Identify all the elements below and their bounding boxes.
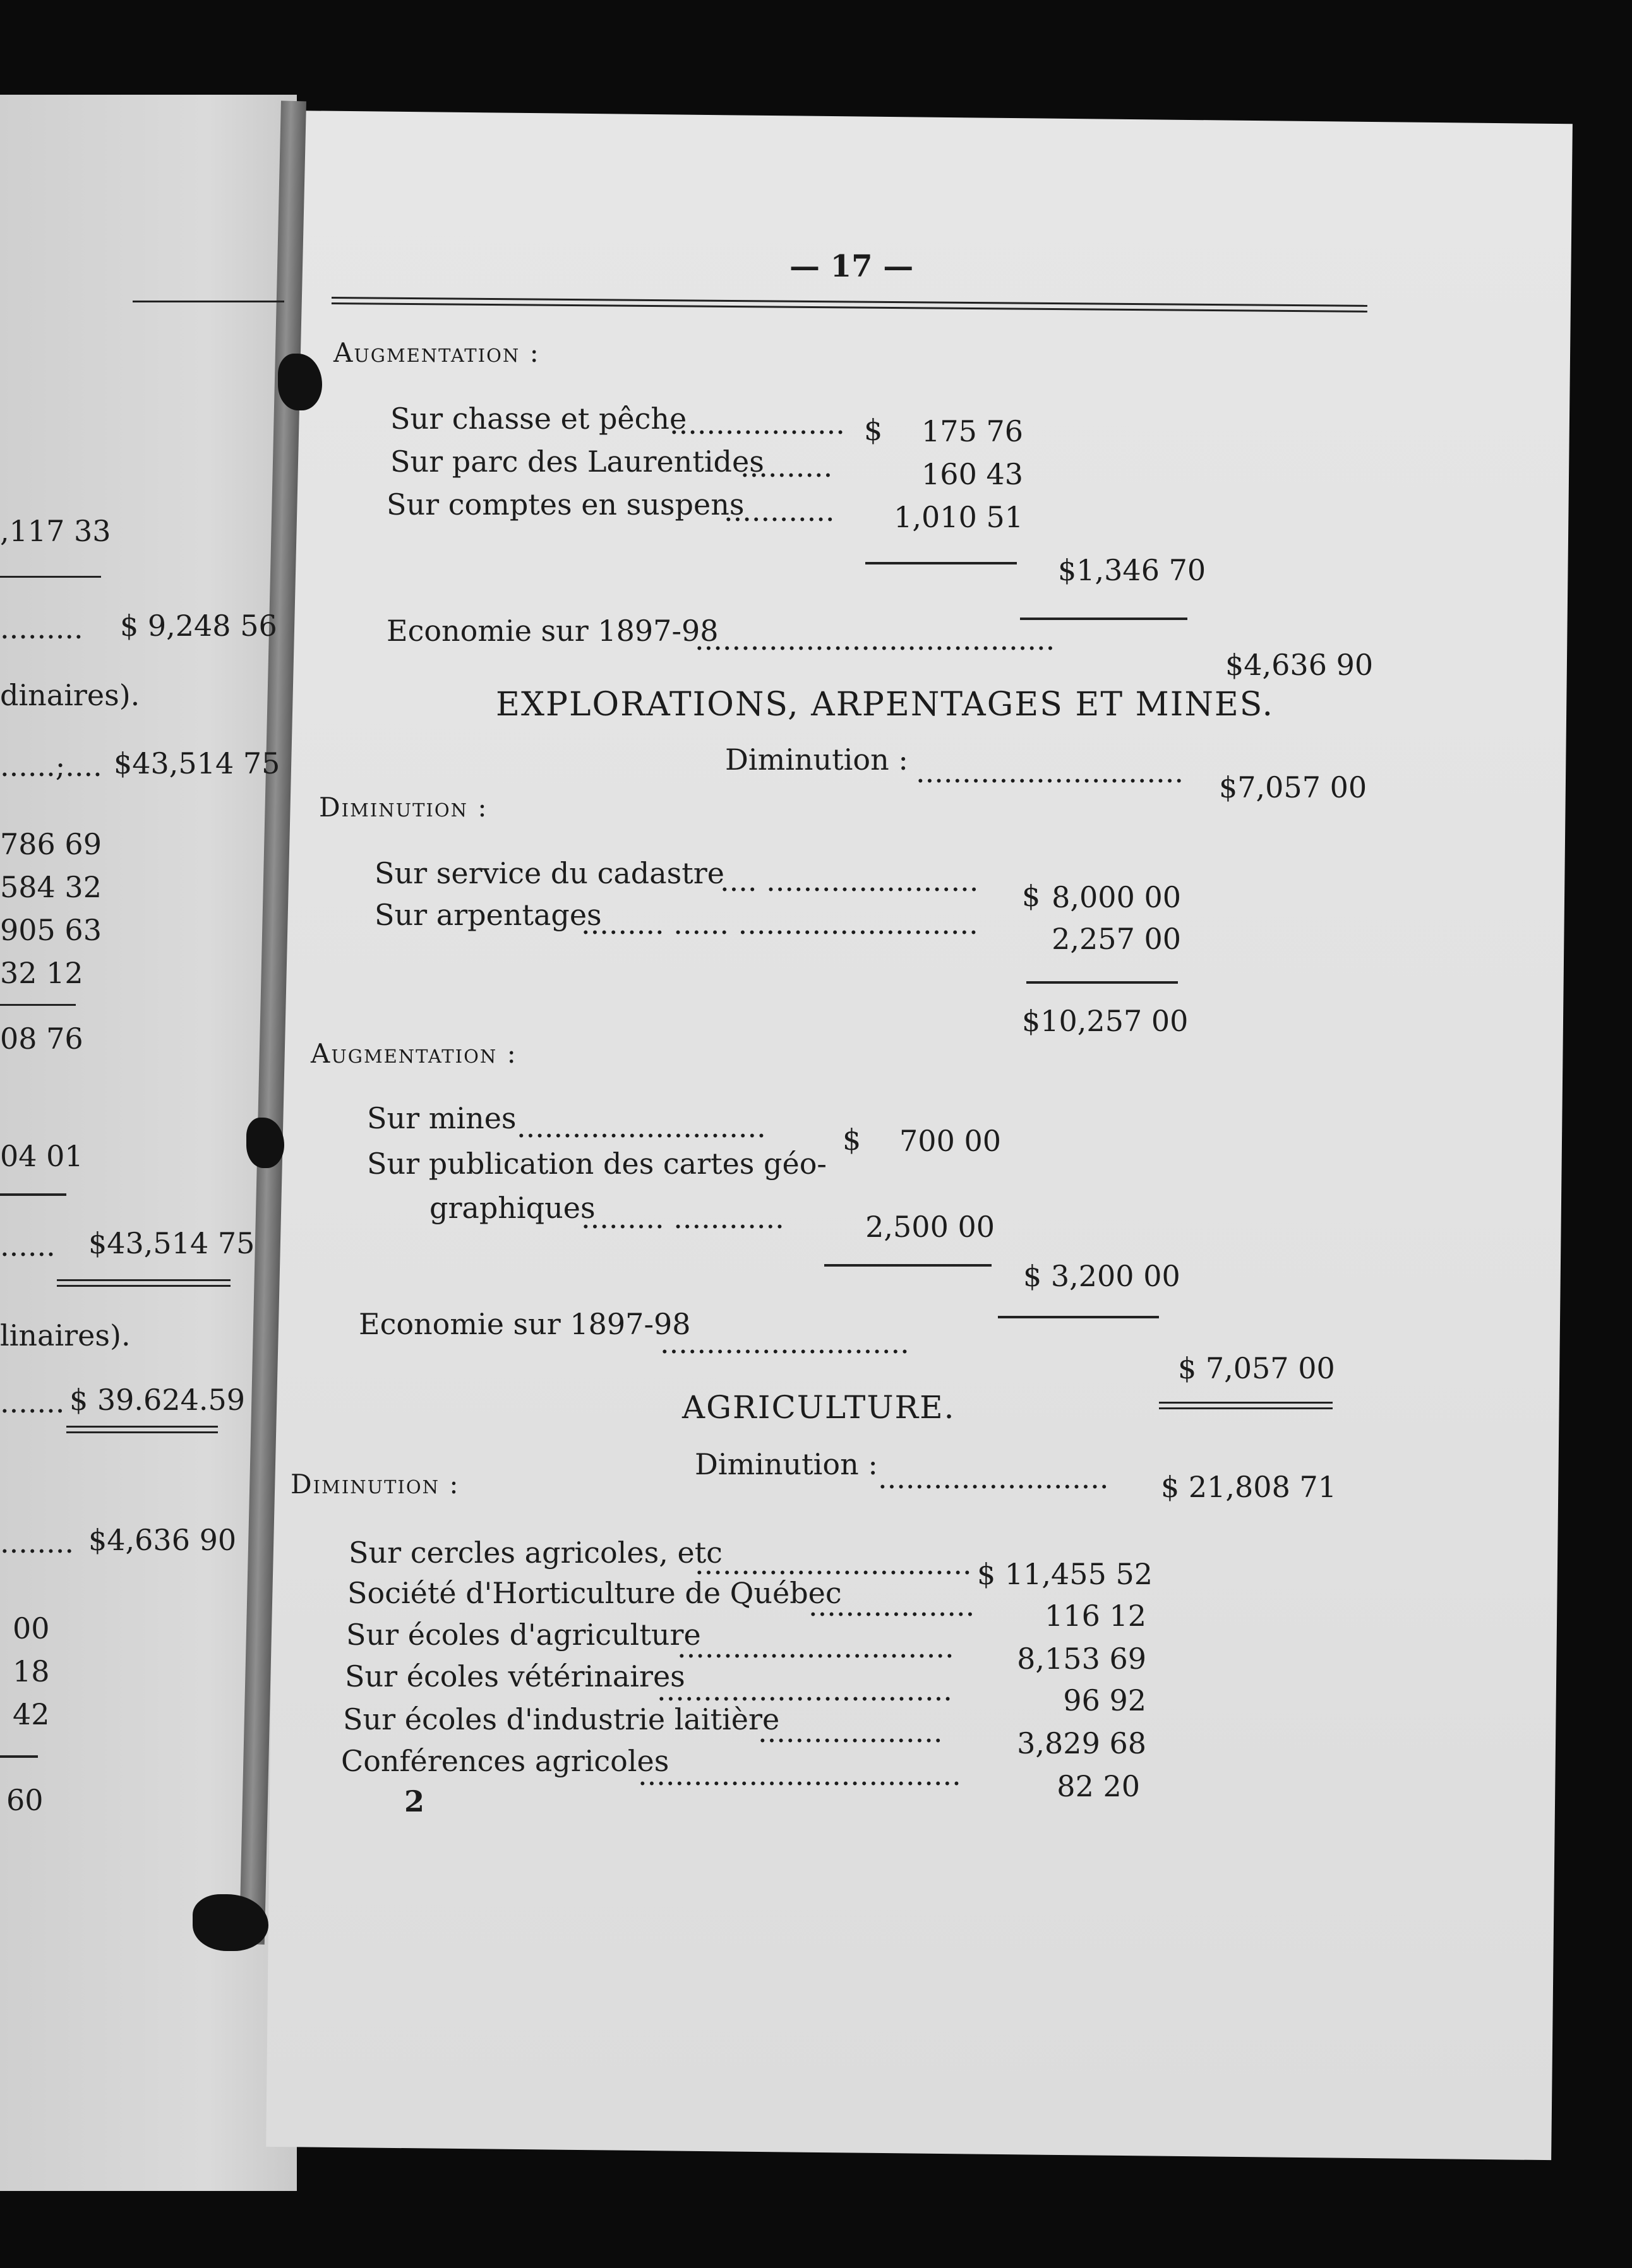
diminution-amount: $ 21,808 71: [1161, 1470, 1336, 1504]
line-item-amount: 8,153 69: [1017, 1642, 1146, 1676]
line-item-label-cont: graphiques: [429, 1191, 596, 1225]
leader-dots: ......... ............: [581, 1201, 784, 1235]
rule: [1159, 1402, 1333, 1409]
rule: [865, 562, 1017, 564]
line-item-label: Sur écoles d'industrie laitière: [343, 1702, 780, 1736]
rule: [1020, 618, 1187, 620]
leader-dots: .........................: [878, 1461, 1109, 1495]
left-fragment: 42: [13, 1697, 50, 1731]
left-fragment-dots: ........: [0, 1525, 74, 1560]
left-fragment: linaires).: [0, 1318, 131, 1352]
left-fragment: 60: [6, 1783, 44, 1817]
line-item-label: Sur chasse et pêche: [390, 402, 687, 436]
left-fragment: 00: [13, 1611, 50, 1645]
left-fragment: $43,514 75: [88, 1226, 255, 1260]
rule: [0, 1193, 66, 1196]
line-item-amount: 2,257 00: [1052, 922, 1181, 956]
line-item-label: Sur publication des cartes géo-: [367, 1147, 827, 1181]
rule: [57, 1279, 231, 1287]
rule: [133, 301, 284, 302]
line-item-label: Sur cercles agricoles, etc: [349, 1536, 723, 1570]
subtotal-amount: $1,346 70: [1058, 553, 1206, 587]
currency-symbol: $: [1022, 879, 1041, 913]
leader-dots: ......... ...... ..........................: [581, 907, 978, 941]
leader-dots: ............: [724, 494, 835, 528]
left-fragment: 905 63: [0, 913, 102, 947]
leader-dots: ..............................: [695, 1547, 972, 1581]
leader-dots: .... .......................: [720, 864, 979, 898]
line-item-amount: 700 00: [899, 1124, 1001, 1158]
section-heading: Augmentation :: [333, 337, 540, 368]
left-fragment-dots: .........: [0, 611, 83, 645]
line-item-amount: 160 43: [921, 457, 1023, 491]
leader-dots: ...........................: [660, 1326, 909, 1360]
line-item-amount: 175 76: [921, 414, 1023, 448]
left-fragment: $4,636 90: [88, 1523, 237, 1557]
line-item-label: Sur mines: [367, 1101, 517, 1135]
section-heading: Diminution :: [291, 1469, 460, 1500]
leader-dots: ..........: [740, 450, 833, 484]
line-item-label: Sur comptes en suspens: [387, 487, 745, 522]
page-number: — 17 —: [789, 249, 914, 284]
line-item-label: Sur écoles vétérinaires: [345, 1659, 685, 1693]
leader-dots: ...........................: [517, 1110, 766, 1144]
rule: [0, 1004, 76, 1006]
line-item-label: Société d'Horticulture de Québec: [347, 1576, 842, 1610]
line-item-amount: 1,010 51: [894, 500, 1023, 534]
line-item-amount: 3,829 68: [1017, 1726, 1146, 1760]
line-item-amount: 116 12: [1045, 1599, 1146, 1633]
line-item-amount: 2,500 00: [865, 1210, 995, 1244]
diminution-label: Diminution :: [695, 1447, 878, 1481]
line-item-amount: 82 20: [1057, 1769, 1140, 1803]
diminution-amount: $7,057 00: [1219, 770, 1367, 804]
economie-label: Economie sur 1897-98: [359, 1307, 691, 1341]
line-item-amount: 8,000 00: [1052, 880, 1181, 914]
rule: [66, 1426, 218, 1433]
leader-dots: .......................................: [695, 623, 1055, 657]
line-item-label: Sur service du cadastre: [375, 856, 724, 890]
left-fragment: 04 01: [0, 1139, 83, 1173]
signature-mark: 2: [404, 1784, 425, 1818]
leader-dots: .............................: [916, 755, 1184, 789]
left-fragment: $ 9,248 56: [120, 609, 277, 643]
left-fragment-dots: ......;....: [0, 749, 102, 783]
rule: [0, 1755, 38, 1758]
line-item-label: Sur arpentages: [375, 898, 602, 932]
leader-dots: ....................: [758, 1715, 943, 1749]
left-fragment: 584 32: [0, 870, 102, 904]
left-fragment: 786 69: [0, 827, 102, 861]
left-fragment-dots: .......: [0, 1385, 65, 1419]
left-fragment: $43,514 75: [114, 746, 280, 780]
line-item-label: Conférences agricoles: [341, 1744, 669, 1778]
leader-dots: ................................: [657, 1673, 952, 1707]
diminution-label: Diminution :: [725, 743, 908, 777]
leader-dots: ..................: [808, 1589, 975, 1623]
left-fragment: dinaires).: [0, 678, 140, 712]
economie-amount: $ 7,057 00: [1178, 1351, 1335, 1385]
line-item-amount: 96 92: [1063, 1683, 1146, 1717]
line-item-label: Sur parc des Laurentides: [390, 445, 764, 479]
leader-dots: ...................................: [638, 1758, 961, 1792]
subtotal-amount: $10,257 00: [1022, 1004, 1189, 1038]
economie-amount: $4,636 90: [1225, 648, 1374, 682]
left-fragment: ,117 33: [0, 514, 111, 548]
left-fragment: 08 76: [0, 1022, 83, 1056]
rule: [998, 1316, 1159, 1318]
left-fragment: 32 12: [0, 956, 83, 990]
left-fragment: $ 39.624.59: [69, 1383, 245, 1417]
leader-dots: ..............................: [677, 1630, 954, 1664]
section-heading: Diminution :: [319, 792, 488, 823]
rule: [824, 1264, 992, 1267]
section-heading: Augmentation :: [311, 1038, 517, 1069]
left-fragment: 18: [13, 1654, 50, 1688]
rule: [0, 576, 101, 578]
leader-dots: ...................: [669, 407, 845, 441]
currency-symbol: $: [864, 413, 883, 447]
section-title: AGRICULTURE.: [682, 1389, 956, 1426]
subtotal-amount: $ 3,200 00: [1023, 1259, 1180, 1293]
left-fragment-dots: ......: [0, 1229, 56, 1263]
section-title: EXPLORATIONS, ARPENTAGES ET MINES.: [496, 686, 1275, 724]
line-item-amount: $ 11,455 52: [977, 1557, 1153, 1591]
line-item-label: Sur écoles d'agriculture: [346, 1618, 701, 1652]
currency-symbol: $: [843, 1123, 861, 1157]
economie-label: Economie sur 1897-98: [387, 614, 719, 648]
rule: [1026, 981, 1178, 984]
